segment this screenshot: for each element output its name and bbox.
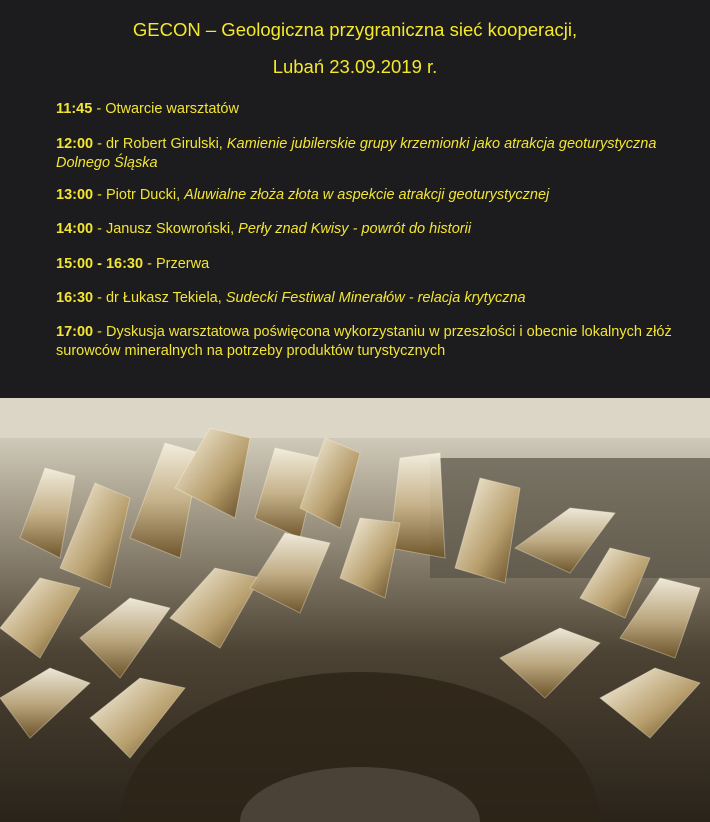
agenda-item: [56, 220, 696, 239]
agenda-time: 12:00: [56, 136, 94, 152]
agenda-time: 13:00: [56, 187, 94, 203]
agenda-item: [56, 255, 696, 274]
agenda-separator: -: [93, 290, 106, 306]
agenda-item: [56, 135, 696, 173]
agenda-topic: Sudecki Festiwal Minerałów - relacja krytyczna: [225, 290, 526, 306]
agenda-separator: -: [92, 101, 106, 117]
agenda-time: 14:00: [56, 221, 94, 237]
agenda-time: 15:00 - 16:30: [56, 256, 144, 272]
agenda-time: 11:45: [56, 101, 93, 117]
agenda-topic: Perły znad Kwisy - powrót do historii: [238, 221, 472, 237]
agenda-topic: Kamienie jubilerskie grupy krzemionki jako atrakcja geoturystyczna Dolnego Śląska: [56, 136, 657, 171]
agenda-speaker: dr Łukasz Tekiela,: [105, 290, 226, 306]
agenda-item: [56, 186, 696, 205]
agenda-separator: -: [143, 256, 156, 272]
agenda-topic: Aluwialne złoża złota w aspekcie atrakcji geoturystycznej: [184, 187, 550, 203]
agenda-item: [56, 323, 696, 361]
page-title: GECON – Geologiczna przygraniczna sieć kooperacji,: [132, 19, 578, 40]
agenda-speaker: Przerwa: [155, 256, 210, 272]
agenda-speaker: dr Robert Girulski,: [105, 136, 227, 152]
agenda-separator: -: [93, 324, 106, 340]
agenda-time: 16:30: [56, 290, 94, 306]
agenda-speaker: Piotr Ducki,: [105, 187, 185, 203]
agenda-time: 17:00: [56, 324, 94, 340]
agenda-speaker: Dyskusja warsztatowa poświęcona wykorzystaniu w przeszłości i obecnie lokalnych złóż surowców mineralnych na potrzeby produktów turystycznych: [56, 324, 672, 359]
agenda-item: [56, 289, 696, 308]
agenda-item: [56, 100, 696, 119]
agenda-separator: -: [93, 136, 106, 152]
crystal-cluster-photo: [0, 398, 710, 822]
agenda-separator: -: [93, 187, 106, 203]
agenda-speaker: Otwarcie warsztatów: [105, 101, 239, 117]
agenda-speaker: Janusz Skowroński,: [105, 221, 239, 237]
page-subtitle-date: Lubań 23.09.2019 r.: [272, 56, 438, 77]
header: [0, 0, 710, 400]
agenda-separator: -: [93, 221, 106, 237]
